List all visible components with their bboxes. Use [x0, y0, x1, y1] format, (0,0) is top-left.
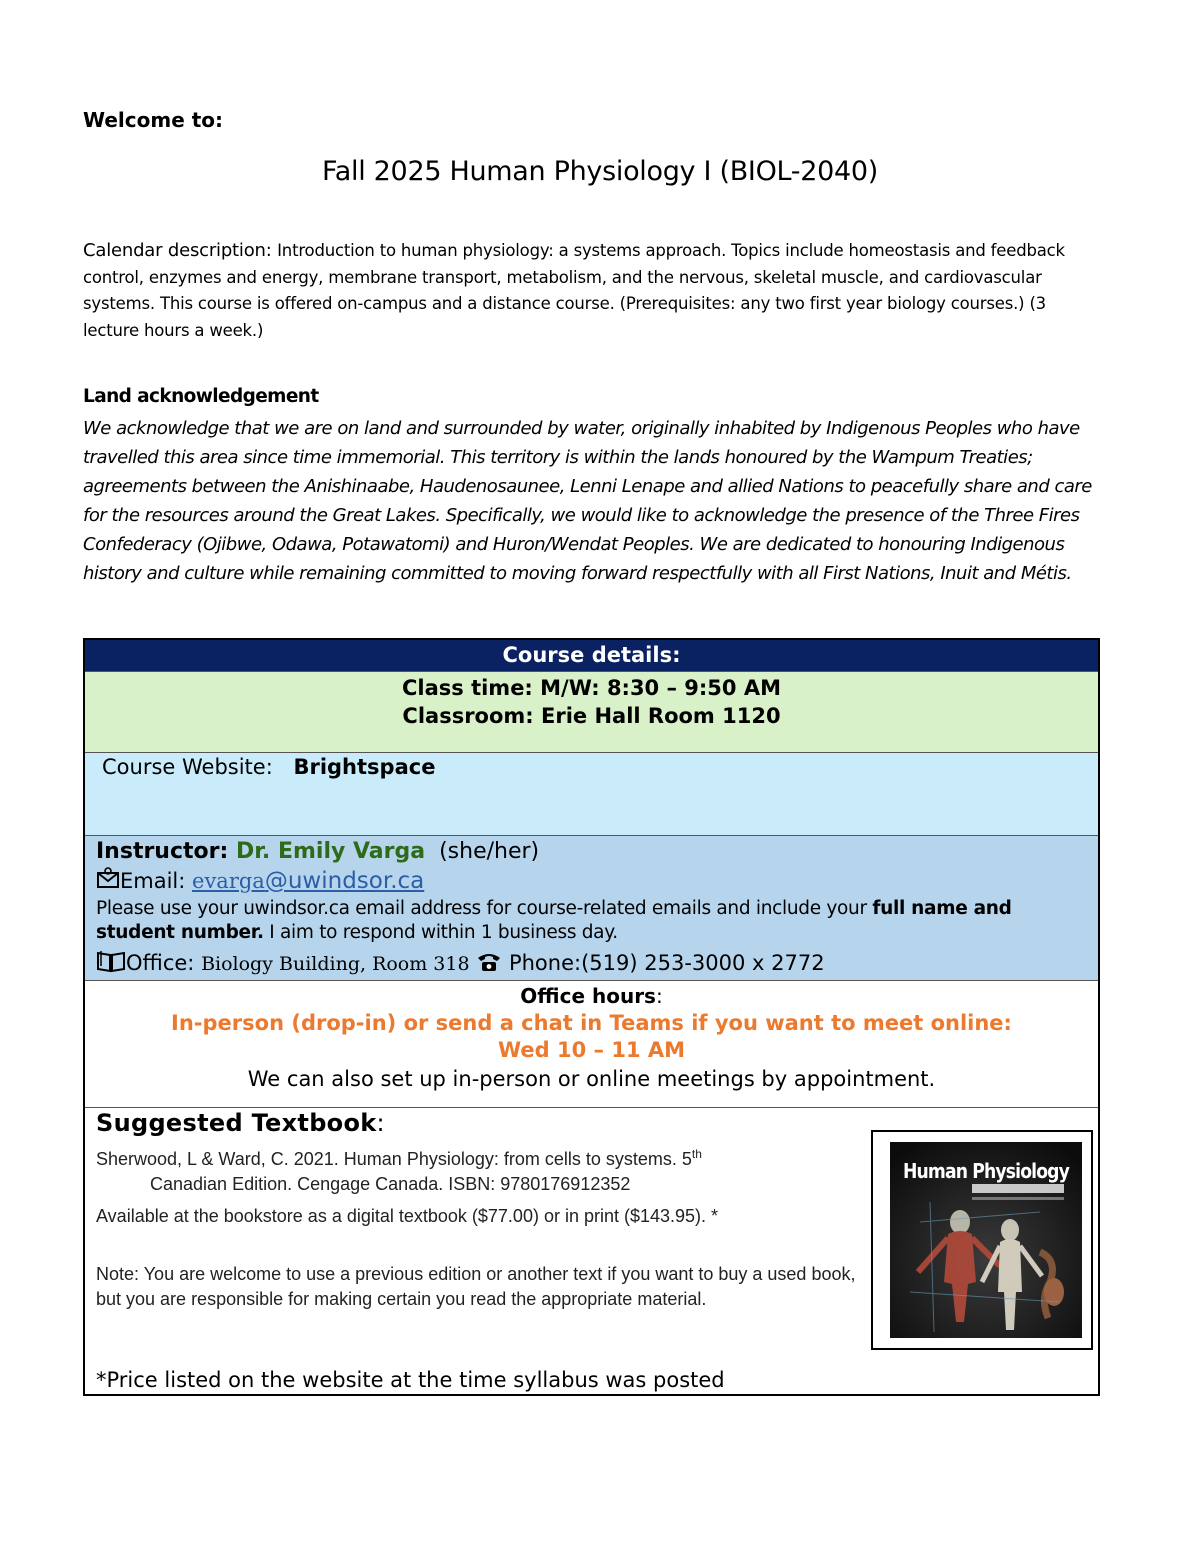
phone-icon	[476, 951, 502, 981]
course-website-row	[85, 752, 1098, 835]
textbook-ref-line1: Sherwood, L & Ward, C. 2021. Human Physiology: from cells to systems. 5	[96, 1149, 692, 1169]
calendar-label: Calendar description:	[83, 240, 278, 261]
textbook-cover-frame	[871, 1130, 1093, 1350]
office-value: Biology Building, Room 318	[201, 953, 470, 975]
calendar-description	[83, 238, 1093, 344]
instructor-name: Dr. Emily Varga	[235, 839, 426, 864]
instructor-row	[85, 835, 1098, 980]
office-hours-mode: In-person (drop-in) or send a chat in Teams if you want to meet online:	[171, 1011, 1012, 1035]
classroom: Classroom: Erie Hall Room 1120	[402, 704, 781, 728]
email-link[interactable]	[192, 869, 424, 893]
email-line	[96, 867, 1098, 897]
textbook-availability: Available at the bookstore as a digital textbook ($77.00) or in print ($143.95). *	[96, 1206, 719, 1226]
class-time-row	[85, 671, 1098, 752]
email-domain: @uwindsor.ca	[264, 868, 425, 894]
phone-label: Phone:	[508, 951, 582, 975]
course-details-heading: Course details:	[502, 643, 681, 667]
office-label: Office:	[126, 951, 202, 975]
email-note-start: Please use your uwindsor.ca email address for course-related emails and include your	[96, 898, 873, 919]
textbook-title-line	[96, 1109, 385, 1137]
price-note: *Price listed on the website at the time syllabus was posted	[96, 1368, 725, 1392]
instructor-line	[96, 837, 1098, 867]
textbook-ref-sup: th	[691, 1147, 702, 1161]
office-line	[96, 948, 1098, 981]
textbook-row	[85, 1107, 1098, 1396]
land-acknowledgement-heading: Land acknowledgement	[83, 386, 319, 407]
cover-title: Human Physiology	[903, 1159, 1070, 1183]
office-hours-title: Office hours	[520, 984, 656, 1008]
textbook-reference	[96, 1142, 856, 1197]
calendar-text: Introduction to human physiology: a systems approach. Topics include homeostasis and feedback control, enzymes and energy, membrane transport, metabolism, and the nervous, skeletal muscle, and cardiovascular systems. This course is offered on-campus and a distance course. (Prerequisites: any two first year biology courses.) (3 lecture hours a week.)	[83, 241, 1065, 340]
course-website-link[interactable]: Brightspace	[293, 755, 436, 779]
instructor-label: Instructor:	[96, 839, 236, 864]
email-note-bold: full name and student number.	[96, 898, 1012, 943]
textbook-ref-line2: Canadian Edition. Cengage Canada. ISBN: 9780176912352	[150, 1174, 631, 1194]
email-label: Email:	[120, 869, 193, 893]
course-title: Fall 2025 Human Physiology I (BIOL-2040)	[322, 156, 878, 187]
office-hours-colon: :	[655, 984, 663, 1008]
email-user: evarga	[192, 869, 265, 893]
office-hours-appointment: We can also set up in-person or online meetings by appointment.	[247, 1067, 936, 1091]
course-details-header	[85, 638, 1098, 671]
book-icon	[96, 949, 126, 981]
phone-value: (519) 253-3000 x 2772	[581, 951, 825, 975]
textbook-cover-image	[890, 1142, 1082, 1338]
office-hours-time: Wed 10 – 11 AM	[497, 1038, 686, 1062]
course-website-label: Course Website:	[102, 755, 273, 779]
textbook-note: Note: You are welcome to use a previous edition or another text if you want to buy a used book, but you are responsible for making certain you read the appropriate material.	[96, 1264, 856, 1309]
email-instructions	[96, 897, 1086, 945]
email-note-end: I aim to respond within 1 business day.	[263, 922, 618, 943]
welcome-text: Welcome to:	[83, 108, 224, 132]
course-details-table	[83, 638, 1100, 1396]
class-time: Class time: M/W: 8:30 – 9:50 AM	[401, 676, 781, 700]
office-hours-row	[85, 980, 1098, 1107]
land-acknowledgement-text: We acknowledge that we are on land and surrounded by water, originally inhabited by Indigenous Peoples who have travelled this area since time immemorial. This territory is within the lands honoured by the Wampum Treaties; agreements between the Anishinaabe, Haudenosaunee, Lenni Lenape and allied Nations to peacefully share and care for the resources around the Great Lakes. Specifically, we would like to acknowledge the presence of the Three Fires Confederacy (Ojibwe, Odawa, Potawatomi) and Huron/Wendat Peoples. We are dedicated to honouring Indigenous history and culture while remaining committed to moving forward respectfully with all First Nations, Inuit and Métis.	[83, 418, 1092, 584]
textbook-colon: :	[376, 1109, 385, 1137]
email-icon	[96, 867, 120, 897]
textbook-title: Suggested Textbook	[96, 1109, 377, 1137]
instructor-pronouns: (she/her)	[439, 839, 540, 864]
office-hours-title-line	[85, 982, 1098, 1010]
